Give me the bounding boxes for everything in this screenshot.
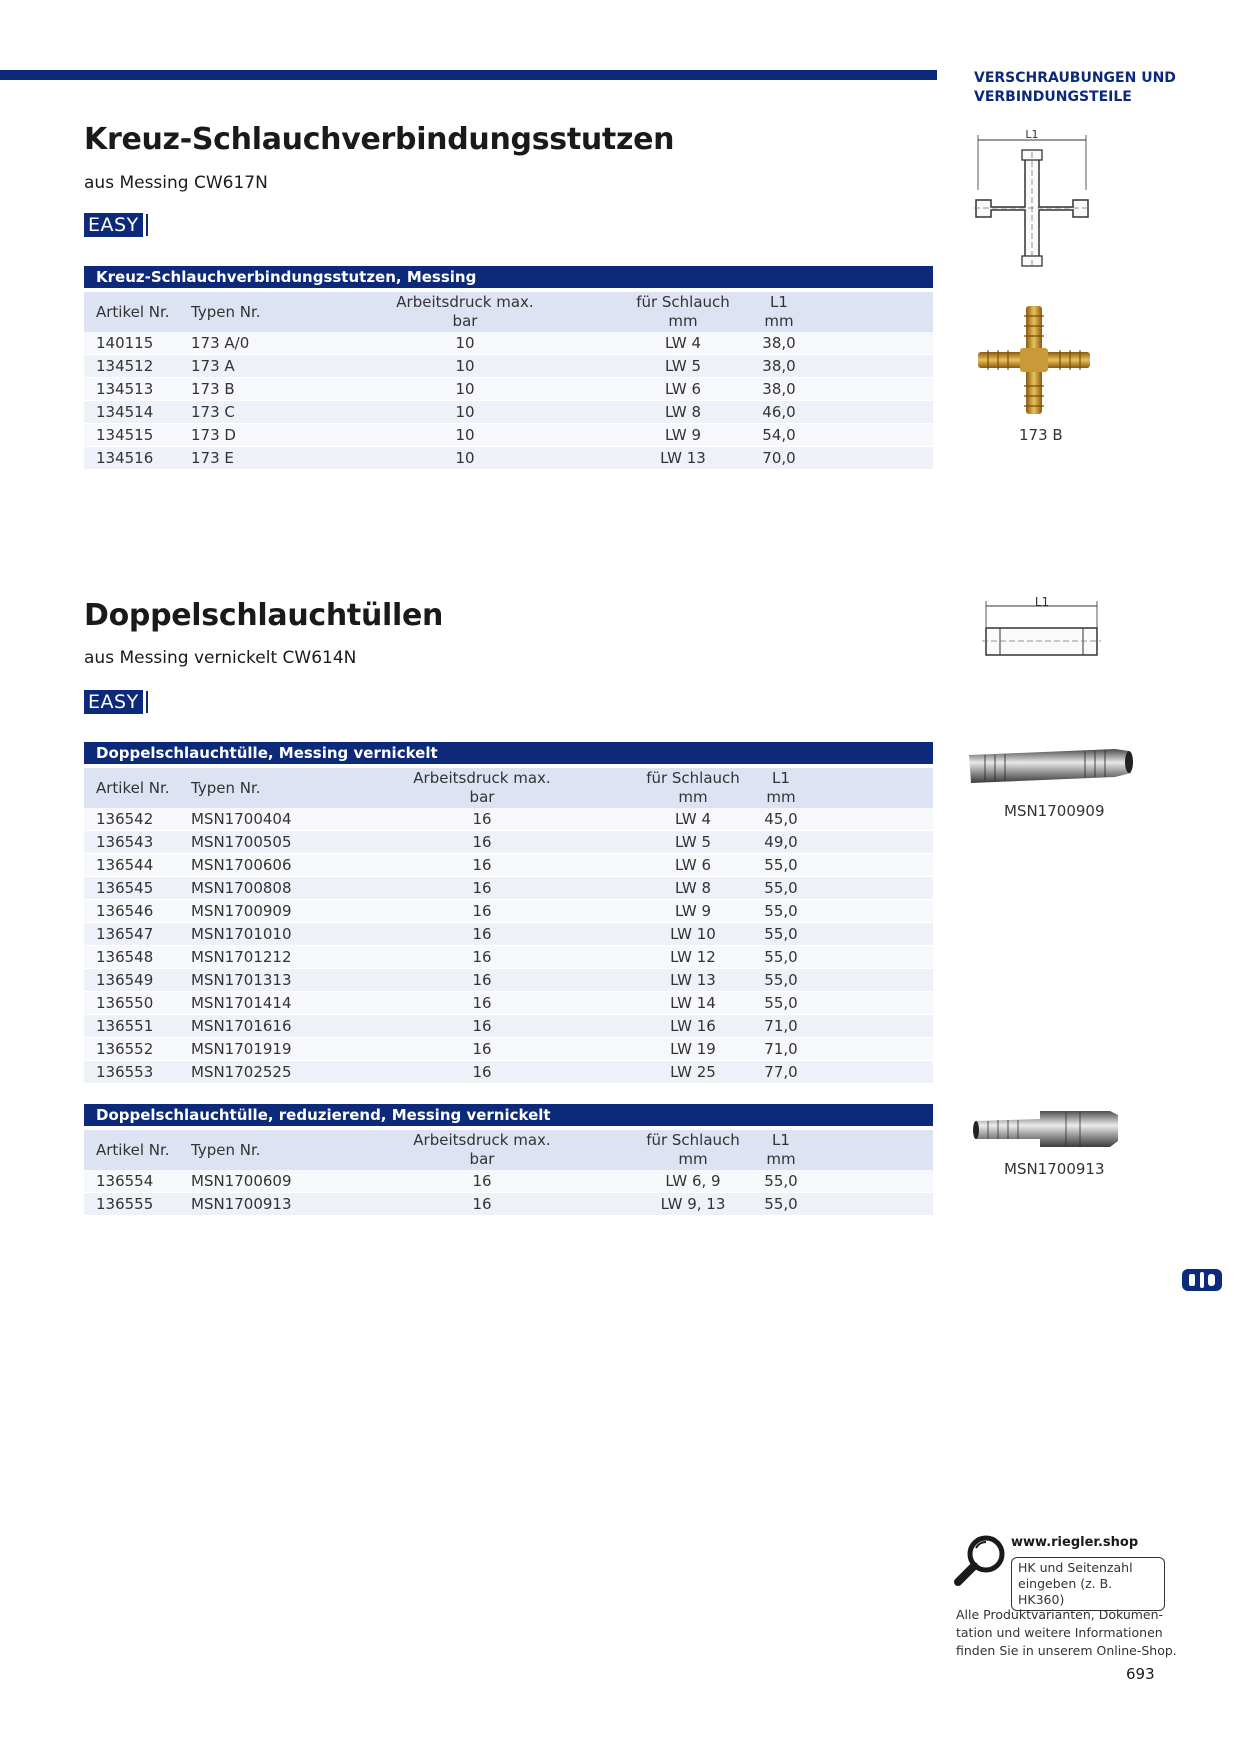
cell-schlauch: LW 5 <box>664 357 702 375</box>
product1-table-body <box>84 332 933 470</box>
cell-typen: MSN1700808 <box>191 879 292 897</box>
cell-typen: MSN1700404 <box>191 810 292 828</box>
cell-schlauch: LW 14 <box>670 994 716 1012</box>
cell-artikel: 136553 <box>96 1063 154 1081</box>
product2-easy-badge <box>84 690 148 714</box>
section-label <box>974 69 1176 107</box>
product2-subtitle: aus Messing vernickelt CW614N <box>84 648 357 668</box>
cell-druck: 16 <box>472 879 492 897</box>
table-row <box>84 946 933 969</box>
col-l1-unit: mm <box>764 312 794 330</box>
product2-table2-body <box>84 1170 933 1216</box>
cell-l1: 55,0 <box>764 971 798 989</box>
cell-l1: 55,0 <box>764 1195 798 1213</box>
cell-artikel: 136549 <box>96 971 154 989</box>
cell-artikel: 136554 <box>96 1172 154 1190</box>
cell-druck: 16 <box>472 948 492 966</box>
col-typen: Typen Nr. <box>191 779 261 797</box>
shop-hint-box <box>1011 1557 1165 1611</box>
cell-druck: 16 <box>472 1172 492 1190</box>
cell-artikel: 136543 <box>96 833 154 851</box>
cell-typen: 173 E <box>191 449 234 467</box>
cell-artikel: 134514 <box>96 403 154 421</box>
cell-artikel: 136546 <box>96 902 154 920</box>
col-artikel: Artikel Nr. <box>96 303 170 321</box>
cell-typen: MSN1702525 <box>191 1063 292 1081</box>
drawing-l1-label: L1 <box>1025 130 1039 141</box>
product1-table-header <box>84 292 933 332</box>
shop-hint-line1: HK und Seitenzahl <box>1018 1560 1133 1575</box>
cell-druck: 16 <box>472 1017 492 1035</box>
cell-typen: MSN1701919 <box>191 1040 292 1058</box>
table-row <box>84 355 933 378</box>
col-artikel: Artikel Nr. <box>96 1141 170 1159</box>
cell-schlauch: LW 13 <box>670 971 716 989</box>
cell-typen: MSN1700909 <box>191 902 292 920</box>
product2-table1 <box>84 742 933 1084</box>
cell-l1: 55,0 <box>764 879 798 897</box>
cell-artikel: 136547 <box>96 925 154 943</box>
cell-typen: MSN1700505 <box>191 833 292 851</box>
cell-artikel: 140115 <box>96 334 154 352</box>
cell-druck: 16 <box>472 833 492 851</box>
cell-typen: 173 A/0 <box>191 334 250 352</box>
double-nozzle-drawing <box>980 596 1105 658</box>
table-row <box>84 424 933 447</box>
cell-typen: MSN1700913 <box>191 1195 292 1213</box>
cross-fitting-photo <box>970 300 1100 420</box>
cell-druck: 10 <box>455 403 475 421</box>
cell-l1: 49,0 <box>764 833 798 851</box>
cell-druck: 16 <box>472 902 492 920</box>
product2-table2-header <box>84 1130 933 1170</box>
cell-artikel: 136545 <box>96 879 154 897</box>
cell-l1: 55,0 <box>764 925 798 943</box>
col-druck-label: Arbeitsdruck max. <box>413 769 551 787</box>
section-label-line2: VERBINDUNGSTEILE <box>974 89 1132 105</box>
col-druck <box>365 293 565 331</box>
cell-schlauch: LW 10 <box>670 925 716 943</box>
table-row <box>84 854 933 877</box>
table-row <box>84 1193 933 1216</box>
header-bar <box>0 70 937 80</box>
table-row <box>84 969 933 992</box>
col-l1 <box>729 293 829 331</box>
cell-l1: 55,0 <box>764 856 798 874</box>
cell-druck: 16 <box>472 810 492 828</box>
cell-druck: 10 <box>455 380 475 398</box>
cell-typen: 173 A <box>191 357 235 375</box>
cell-l1: 70,0 <box>762 449 796 467</box>
col-artikel: Artikel Nr. <box>96 779 170 797</box>
cell-artikel: 136542 <box>96 810 154 828</box>
cell-druck: 16 <box>472 856 492 874</box>
magnifier-icon <box>952 1532 1010 1590</box>
shop-text-line3: finden Sie in unserem Online-Shop. <box>956 1643 1177 1658</box>
col-druck-unit: bar <box>452 312 478 330</box>
col-schlauch-unit: mm <box>668 312 698 330</box>
cell-l1: 55,0 <box>764 948 798 966</box>
table-row <box>84 900 933 923</box>
cell-l1: 38,0 <box>762 357 796 375</box>
cell-schlauch: LW 8 <box>664 403 702 421</box>
cell-artikel: 136550 <box>96 994 154 1012</box>
easy-badge-bar <box>146 691 148 713</box>
cell-schlauch: LW 13 <box>660 449 706 467</box>
cell-schlauch: LW 6 <box>664 380 702 398</box>
cell-typen: MSN1701616 <box>191 1017 292 1035</box>
cell-l1: 55,0 <box>764 1172 798 1190</box>
col-druck <box>382 1131 582 1169</box>
cell-typen: 173 B <box>191 380 235 398</box>
product2-table1-title: Doppelschlauchtülle, Messing vernickelt <box>84 742 933 764</box>
page-number: 693 <box>1126 1665 1155 1683</box>
easy-badge-label: EASY <box>84 690 143 714</box>
cell-l1: 55,0 <box>764 902 798 920</box>
reducing-nozzle-photo <box>970 1105 1120 1155</box>
cell-druck: 16 <box>472 1195 492 1213</box>
product2-table1-header <box>84 768 933 808</box>
table-row <box>84 831 933 854</box>
product1-subtitle: aus Messing CW617N <box>84 173 268 193</box>
shop-hint-line2: eingeben (z. B. HK360) <box>1018 1576 1113 1607</box>
cell-druck: 10 <box>455 334 475 352</box>
product2-table1-body <box>84 808 933 1084</box>
cell-l1: 38,0 <box>762 334 796 352</box>
table-row <box>84 1061 933 1084</box>
col-schlauch-unit: mm <box>678 1150 708 1168</box>
cell-typen: MSN1701212 <box>191 948 292 966</box>
col-druck-unit: bar <box>469 788 495 806</box>
cross-fitting-drawing <box>970 130 1100 275</box>
product2-table2-title: Doppelschlauchtülle, reduzierend, Messing vernickelt <box>84 1104 933 1126</box>
col-l1-unit: mm <box>766 788 796 806</box>
cell-artikel: 134512 <box>96 357 154 375</box>
double-nozzle-photo <box>965 745 1135 790</box>
cell-l1: 77,0 <box>764 1063 798 1081</box>
col-schlauch-unit: mm <box>678 788 708 806</box>
shop-description <box>956 1606 1177 1660</box>
reducing-nozzle-caption: MSN1700913 <box>1004 1160 1105 1178</box>
col-typen: Typen Nr. <box>191 303 261 321</box>
col-druck-unit: bar <box>469 1150 495 1168</box>
cell-druck: 10 <box>455 426 475 444</box>
shop-url-link[interactable]: www.riegler.shop <box>1011 1535 1139 1550</box>
cell-schlauch: LW 12 <box>670 948 716 966</box>
cell-schlauch: LW 19 <box>670 1040 716 1058</box>
product2-table2 <box>84 1104 933 1216</box>
cell-typen: MSN1701414 <box>191 994 292 1012</box>
col-l1-label: L1 <box>772 1131 790 1149</box>
cell-typen: 173 C <box>191 403 235 421</box>
cell-l1: 71,0 <box>764 1017 798 1035</box>
table-row <box>84 1170 933 1193</box>
cell-l1: 54,0 <box>762 426 796 444</box>
cell-schlauch: LW 5 <box>674 833 712 851</box>
cell-l1: 71,0 <box>764 1040 798 1058</box>
cell-druck: 16 <box>472 925 492 943</box>
col-druck <box>382 769 582 807</box>
table-row <box>84 378 933 401</box>
table-row <box>84 877 933 900</box>
product1-table-title: Kreuz-Schlauchverbindungsstutzen, Messing <box>84 266 933 288</box>
product2-title: Doppelschlauchtüllen <box>84 598 444 633</box>
cell-druck: 16 <box>472 994 492 1012</box>
col-typen: Typen Nr. <box>191 1141 261 1159</box>
cross-fitting-caption: 173 B <box>1019 426 1063 444</box>
cell-schlauch: LW 9 <box>674 902 712 920</box>
cell-typen: 173 D <box>191 426 236 444</box>
cell-l1: 45,0 <box>764 810 798 828</box>
cell-schlauch: LW 4 <box>674 810 712 828</box>
cell-schlauch: LW 16 <box>670 1017 716 1035</box>
table-row <box>84 401 933 424</box>
cell-typen: MSN1701010 <box>191 925 292 943</box>
cell-schlauch: LW 6, 9 <box>665 1172 721 1190</box>
cell-artikel: 136548 <box>96 948 154 966</box>
cell-typen: MSN1701313 <box>191 971 292 989</box>
cell-typen: MSN1700609 <box>191 1172 292 1190</box>
cell-schlauch: LW 4 <box>664 334 702 352</box>
col-schlauch-label: für Schlauch <box>646 769 740 787</box>
cell-schlauch: LW 8 <box>674 879 712 897</box>
cell-artikel: 136544 <box>96 856 154 874</box>
cell-artikel: 136555 <box>96 1195 154 1213</box>
cell-druck: 16 <box>472 971 492 989</box>
table-row <box>84 447 933 470</box>
col-l1-unit: mm <box>766 1150 796 1168</box>
col-schlauch-label: für Schlauch <box>636 293 730 311</box>
cell-druck: 16 <box>472 1063 492 1081</box>
col-l1-label: L1 <box>770 293 788 311</box>
col-schlauch-label: für Schlauch <box>646 1131 740 1149</box>
easy-badge-bar <box>146 214 148 236</box>
easy-badge-label: EASY <box>84 213 143 237</box>
cell-l1: 38,0 <box>762 380 796 398</box>
col-l1 <box>731 769 831 807</box>
cell-artikel: 134515 <box>96 426 154 444</box>
col-druck-label: Arbeitsdruck max. <box>396 293 534 311</box>
table-row <box>84 923 933 946</box>
col-druck-label: Arbeitsdruck max. <box>413 1131 551 1149</box>
table-row <box>84 332 933 355</box>
cell-l1: 46,0 <box>762 403 796 421</box>
table-row <box>84 808 933 831</box>
table-row <box>84 1015 933 1038</box>
cell-l1: 55,0 <box>764 994 798 1012</box>
table-row <box>84 992 933 1015</box>
cell-artikel: 134516 <box>96 449 154 467</box>
cell-schlauch: LW 9, 13 <box>660 1195 726 1213</box>
section-label-line1: VERSCHRAUBUNGEN UND <box>974 70 1176 86</box>
drawing-l1-label: L1 <box>1034 596 1050 609</box>
fittings-category-icon <box>1180 1266 1224 1294</box>
double-nozzle-caption: MSN1700909 <box>1004 802 1105 820</box>
product1-title: Kreuz-Schlauchverbindungsstutzen <box>84 122 675 157</box>
cell-typen: MSN1700606 <box>191 856 292 874</box>
cell-druck: 16 <box>472 1040 492 1058</box>
col-l1 <box>731 1131 831 1169</box>
cell-schlauch: LW 6 <box>674 856 712 874</box>
product1-table <box>84 266 933 470</box>
cell-artikel: 134513 <box>96 380 154 398</box>
cell-schlauch: LW 25 <box>670 1063 716 1081</box>
product1-easy-badge <box>84 213 148 237</box>
cell-artikel: 136551 <box>96 1017 154 1035</box>
cell-druck: 10 <box>455 357 475 375</box>
table-row <box>84 1038 933 1061</box>
cell-artikel: 136552 <box>96 1040 154 1058</box>
shop-text-line2: tation und weitere Informationen <box>956 1625 1163 1640</box>
col-l1-label: L1 <box>772 769 790 787</box>
cell-schlauch: LW 9 <box>664 426 702 444</box>
shop-text-line1: Alle Produktvarianten, Dokumen- <box>956 1607 1164 1622</box>
cell-druck: 10 <box>455 449 475 467</box>
